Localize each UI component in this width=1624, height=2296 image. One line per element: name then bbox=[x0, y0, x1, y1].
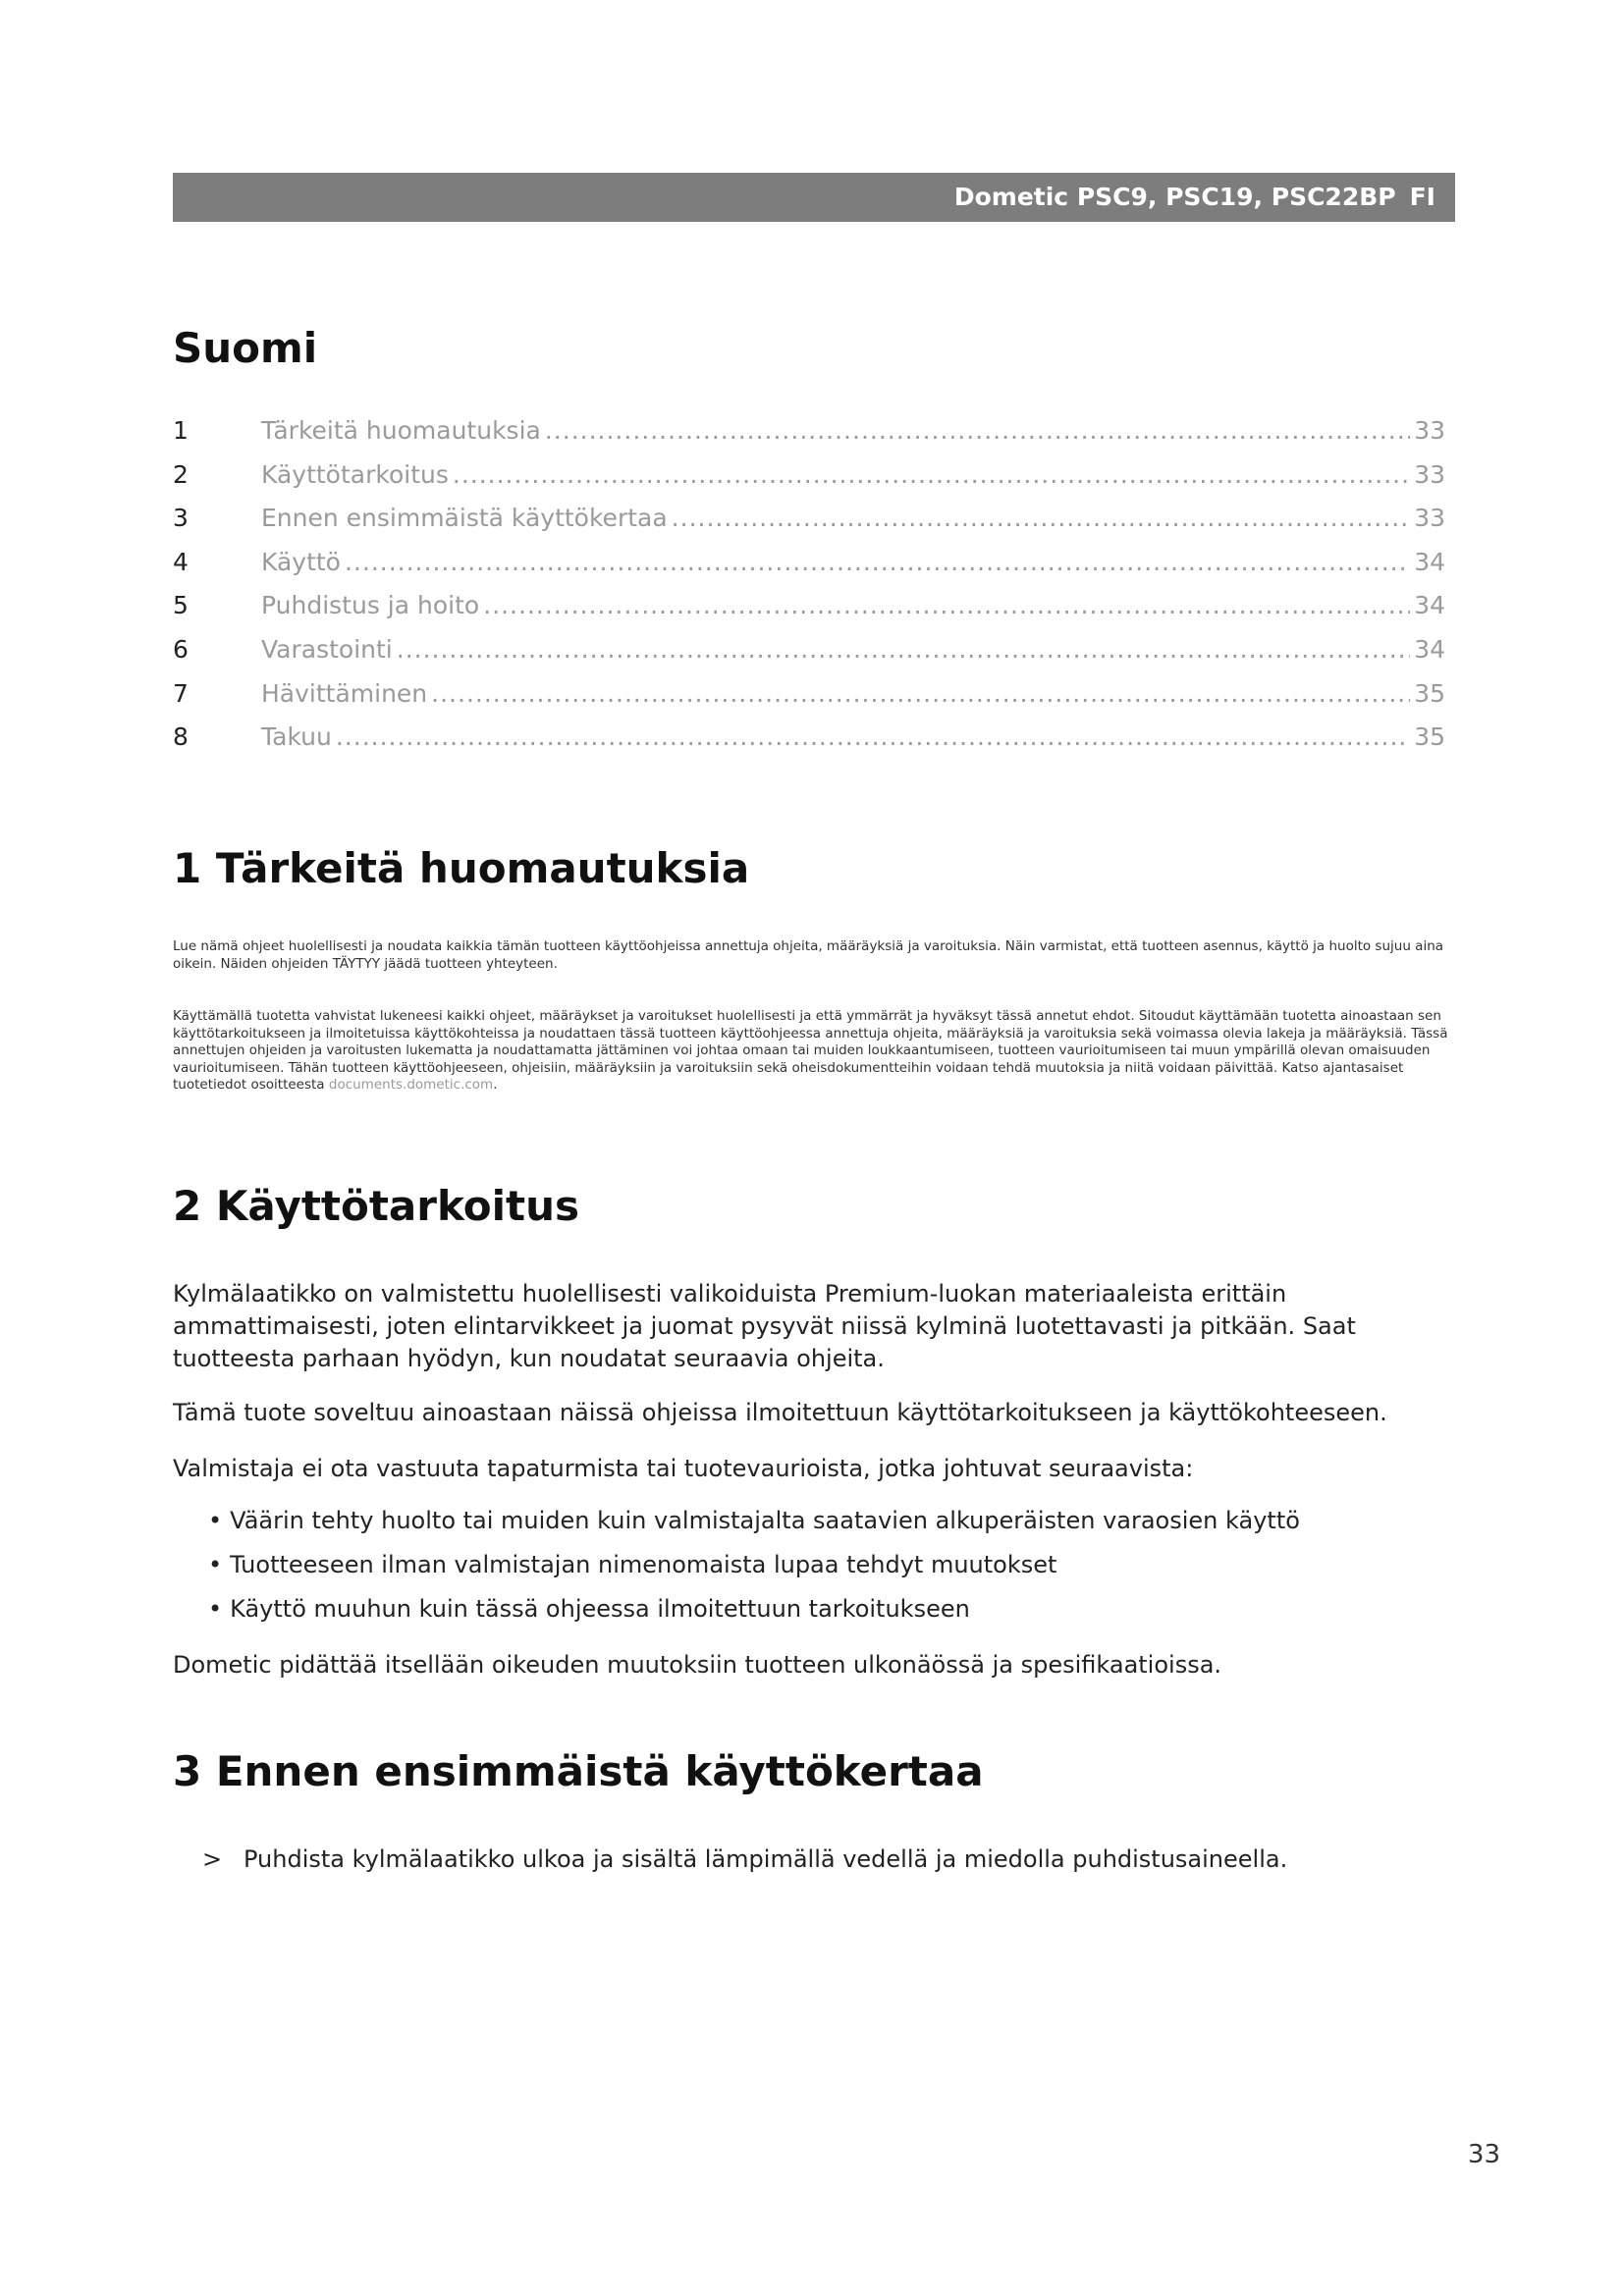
section-1-title: 1 Tärkeitä huomautuksia bbox=[173, 844, 750, 892]
toc-leader bbox=[336, 722, 1410, 751]
toc-item[interactable] bbox=[173, 460, 1445, 505]
toc-page: 33 bbox=[1414, 416, 1445, 445]
toc-label: Tärkeitä huomautuksia bbox=[261, 416, 541, 445]
language-heading: Suomi bbox=[173, 324, 318, 372]
toc-leader bbox=[345, 548, 1410, 576]
section-2-paragraph-2: Tämä tuote soveltuu ainoastaan näissä ohjeissa ilmoitettuun käyttötarkoitukseen ja käyttökohteeseen. bbox=[173, 1399, 1387, 1426]
header-title bbox=[954, 173, 1435, 222]
toc-number: 3 bbox=[173, 504, 189, 533]
toc-number: 5 bbox=[173, 591, 189, 620]
documents-link[interactable]: documents.dometic.com bbox=[328, 1077, 494, 1093]
toc-leader bbox=[397, 635, 1410, 664]
toc-item[interactable] bbox=[173, 679, 1445, 723]
toc-page: 34 bbox=[1414, 634, 1445, 664]
language-code: FI bbox=[1409, 183, 1435, 211]
section-3-title: 3 Ennen ensimmäistä käyttökertaa bbox=[173, 1747, 984, 1795]
toc-label: Varastointi bbox=[261, 634, 393, 664]
table-of-contents bbox=[173, 416, 1445, 767]
header-bar bbox=[173, 173, 1455, 222]
link-suffix: . bbox=[493, 1077, 498, 1093]
toc-leader bbox=[672, 504, 1411, 532]
toc-page: 33 bbox=[1414, 459, 1445, 489]
toc-label: Takuu bbox=[261, 722, 332, 752]
arrow-icon: > bbox=[202, 1845, 223, 1873]
page-number: 33 bbox=[1467, 2140, 1500, 2169]
section-2-title: 2 Käyttötarkoitus bbox=[173, 1182, 579, 1230]
instruction-text: Puhdista kylmälaatikko ulkoa ja sisältä lämpimällä vedellä ja miedolla puhdistusaineella. bbox=[244, 1845, 1288, 1873]
liability-list bbox=[208, 1499, 1445, 1631]
section-2-paragraph-3: Valmistaja ei ota vastuuta tapaturmista tai tuotevaurioista, jotka johtuvat seuraavista: bbox=[173, 1455, 1194, 1482]
toc-number: 8 bbox=[173, 722, 189, 752]
toc-item[interactable] bbox=[173, 504, 1445, 548]
toc-label: Käyttötarkoitus bbox=[261, 459, 449, 489]
toc-item[interactable] bbox=[173, 722, 1445, 767]
toc-page: 34 bbox=[1414, 547, 1445, 576]
list-item: • Käyttö muuhun kuin tässä ohjeessa ilmoitettuun tarkoitukseen bbox=[208, 1587, 1445, 1631]
toc-label: Hävittäminen bbox=[261, 678, 428, 708]
toc-item[interactable] bbox=[173, 591, 1445, 635]
toc-page: 34 bbox=[1414, 591, 1445, 620]
toc-number: 1 bbox=[173, 416, 189, 445]
instruction-step bbox=[202, 1845, 1287, 1873]
toc-page: 35 bbox=[1414, 722, 1445, 752]
toc-leader bbox=[431, 679, 1410, 708]
toc-page: 33 bbox=[1414, 504, 1445, 533]
list-item: • Väärin tehty huolto tai muiden kuin valmistajalta saatavien alkuperäisten varaosien käyttö bbox=[208, 1499, 1445, 1543]
toc-leader bbox=[545, 416, 1410, 445]
toc-label: Ennen ensimmäistä käyttökertaa bbox=[261, 504, 668, 533]
toc-number: 4 bbox=[173, 547, 189, 576]
toc-page: 35 bbox=[1414, 678, 1445, 708]
section-2-paragraph-4: Dometic pidättää itsellään oikeuden muutoksiin tuotteen ulkonäössä ja spesifikaatioissa. bbox=[173, 1651, 1222, 1679]
product-name: Dometic PSC9, PSC19, PSC22BP bbox=[953, 183, 1396, 211]
toc-leader bbox=[453, 460, 1410, 489]
section-1-paragraph-1: Lue nämä ohjeet huolellisesti ja noudata kaikkia tämän tuotteen käyttöohjeissa annettuja ohjeita, määräyksiä ja varoituksia. Näin varmistat, että tuotteen asennus, käyttö ja huolto sujuu aina oikein. Näiden ohjeiden TÄYTYY jäädä tuotteen yhteyteen. bbox=[173, 938, 1444, 972]
list-item: • Tuotteeseen ilman valmistajan nimenomaista lupaa tehdyt muutokset bbox=[208, 1543, 1445, 1587]
toc-label: Puhdistus ja hoito bbox=[261, 591, 480, 620]
toc-number: 7 bbox=[173, 678, 189, 708]
toc-item[interactable] bbox=[173, 548, 1445, 592]
section-2-paragraph-1: Kylmälaatikko on valmistettu huolellisesti valikoiduista Premium-luokan materiaaleista erittäin ammattimaisesti, joten elintarvikkeet ja juomat pysyvät niissä kylminä luotettavasti ja pitkään. Saat tuotteesta parhaan hyödyn, kun noudatat seuraavia ohjeita. bbox=[173, 1280, 1356, 1372]
toc-number: 6 bbox=[173, 634, 189, 664]
toc-leader bbox=[483, 591, 1410, 619]
toc-label: Käyttö bbox=[261, 547, 341, 576]
section-1-paragraph-2 bbox=[173, 1008, 1455, 1095]
toc-item[interactable] bbox=[173, 416, 1445, 460]
toc-item[interactable] bbox=[173, 635, 1445, 679]
section-1-paragraph-2-text: Käyttämällä tuotetta vahvistat lukeneesi kaikki ohjeet, määräykset ja varoitukset huolellisesti ja että ymmärrät ja hyväksyt tässä annetut ehdot. Sitoudut käyttämään tuotetta ainoastaan sen käyttötarkoitukseen ja ilmoitetuissa käyttökohteissa ja noudattaen tässä tuotteen käyttöohjeessa annettuja ohjeita, määräyksiä ja varoituksia sekä voimassa olevia lakeja ja määräyksiä. Tässä annettujen ohjeiden ja varoitusten lukematta ja noudattamatta jättäminen voi johtaa omaan tai muiden loukkaantumiseen, tuotteen vaurioitumiseen tai muun ympärillä olevan omaisuuden vaurioitumiseen. Tähän tuotteen käyttöohjeeseen, ohjeisiin, määräyksiin ja varoituksiin sekä oheisdokumentteihin voidaan tehdä muutoksia ja niitä voidaan päivittää. Katso ajantasaiset tuotetiedot osoitteesta bbox=[173, 1008, 1448, 1093]
toc-number: 2 bbox=[173, 459, 189, 489]
